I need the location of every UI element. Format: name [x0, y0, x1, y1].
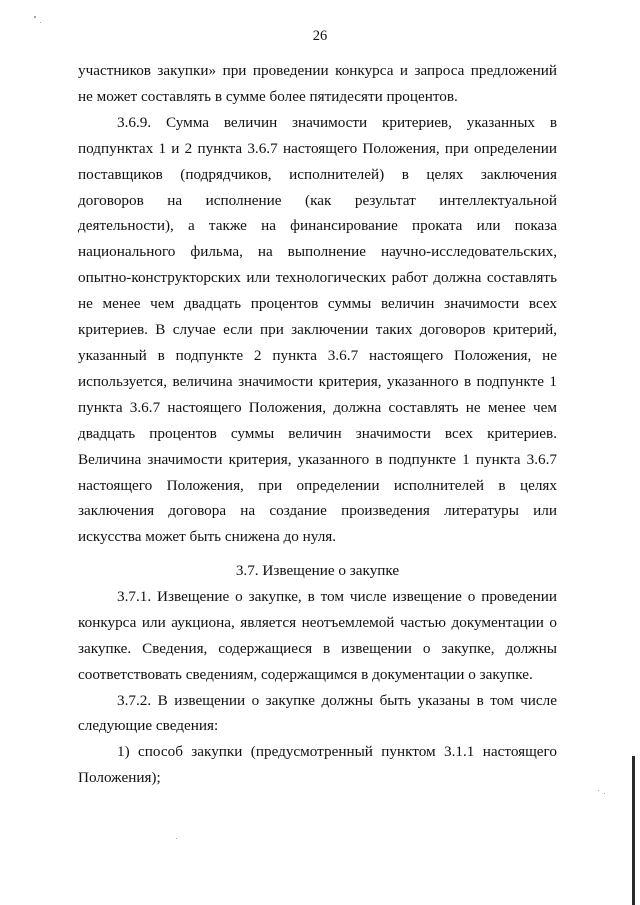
paragraph-3-7-2: 3.7.2. В извещении о закупке должны быть указаны в том числе следующие сведения:	[78, 691, 557, 735]
scan-speck	[604, 793, 605, 794]
paragraph-3-6-9: 3.6.9. Сумма величин значимости критериев, указанных в подпунктах 1 и 2 пункта 3.6.7 настоящего Положения, при определении поставщиков (подрядчиков, исполнителей) в целях заключения договоров на исполнение (как результат интеллектуальной деятельности), а также на финансирование проката или показа национального фильма, на выполнение научно-исследовательских, опытно-конструкторских или технологических работ должна составлять не менее чем двадцать процентов суммы величин значимости всех критериев. В случае если при заключении таких договоров критерий, указанный в подпункте 2 пункта 3.6.7 настоящего Положения, не используется, величина значимости критерия, указанного в подпункте 1 пункта 3.6.7 настоящего Положения, должна составлять не менее чем двадцать процентов суммы величин значимости всех критериев. Величина значимости критерия, указанного в подпункте 1 пункта 3.6.7 настоящего Положения, при определении исполнителей в целях заключения договора на создание произведения литературы или искусства может быть снижена до нуля.	[78, 113, 557, 546]
paragraph-block-bottom	[78, 558, 557, 791]
scan-speck	[176, 838, 177, 839]
page-number: 26	[312, 28, 328, 44]
paragraph-block-top	[78, 58, 557, 550]
scan-speck	[598, 790, 599, 791]
scan-edge-mark	[632, 756, 635, 905]
paragraph-continuation: участников закупки» при проведении конкурса и запроса предложений не может составлять в сумме более пятидесяти процентов.	[78, 62, 557, 105]
list-item-1: 1) способ закупки (предусмотренный пунктом 3.1.1 настоящего Положения);	[78, 743, 557, 787]
paragraph-3-7-1: 3.7.1. Извещение о закупке, в том числе извещение о проведении конкурса или аукциона, является неотъемлемой частью документации о закупке. Сведения, содержащиеся в извещении о закупке, должны соответствовать сведениям, содержащимся в документации о закупке.	[78, 587, 557, 683]
scan-speck	[40, 22, 41, 23]
scan-speck	[34, 16, 36, 18]
section-heading: 3.7. Извещение о закупке	[235, 562, 400, 579]
